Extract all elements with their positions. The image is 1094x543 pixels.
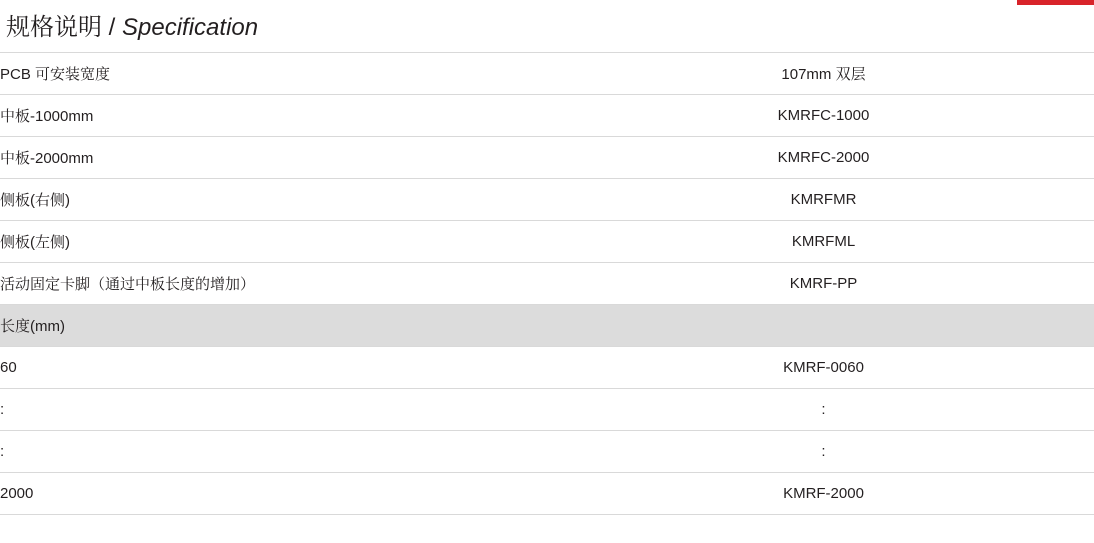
specification-table-wrapper bbox=[0, 52, 1094, 515]
row-value: KMRF-2000 bbox=[553, 473, 1094, 515]
row-value: : bbox=[553, 431, 1094, 473]
table-row bbox=[0, 389, 1094, 431]
row-label: PCB 可安装宽度 bbox=[0, 53, 553, 95]
row-label: 活动固定卡脚（通过中板长度的增加） bbox=[0, 263, 553, 305]
table-row bbox=[0, 95, 1094, 137]
row-value: KMRFC-2000 bbox=[553, 137, 1094, 179]
row-label: 侧板(左侧) bbox=[0, 221, 553, 263]
page-title-separator: / bbox=[102, 14, 123, 41]
table-row bbox=[0, 473, 1094, 515]
page-title-en: Specification bbox=[122, 14, 259, 41]
specification-table bbox=[0, 52, 1094, 515]
table-row bbox=[0, 53, 1094, 95]
table-row bbox=[0, 431, 1094, 473]
table-row bbox=[0, 263, 1094, 305]
row-value: : bbox=[553, 389, 1094, 431]
row-label: : bbox=[0, 431, 553, 473]
row-value: KMRFML bbox=[553, 221, 1094, 263]
page-title bbox=[6, 13, 258, 43]
row-label: 中板-2000mm bbox=[0, 137, 553, 179]
section-value bbox=[553, 305, 1094, 347]
page-title-cn: 规格说明 bbox=[6, 14, 102, 41]
row-value: KMRFMR bbox=[553, 179, 1094, 221]
section-label: 长度(mm) bbox=[0, 305, 553, 347]
table-section-row bbox=[0, 305, 1094, 347]
table-row bbox=[0, 347, 1094, 389]
row-label: 中板-1000mm bbox=[0, 95, 553, 137]
table-row bbox=[0, 221, 1094, 263]
row-label: 60 bbox=[0, 347, 553, 389]
row-label: 2000 bbox=[0, 473, 553, 515]
row-value: KMRFC-1000 bbox=[553, 95, 1094, 137]
table-row bbox=[0, 137, 1094, 179]
row-value: KMRF-0060 bbox=[553, 347, 1094, 389]
accent-bar bbox=[1017, 0, 1094, 5]
row-label: : bbox=[0, 389, 553, 431]
row-value: KMRF-PP bbox=[553, 263, 1094, 305]
table-row bbox=[0, 179, 1094, 221]
row-label: 侧板(右侧) bbox=[0, 179, 553, 221]
specification-table-body bbox=[0, 53, 1094, 515]
row-value: 107mm 双层 bbox=[553, 53, 1094, 95]
